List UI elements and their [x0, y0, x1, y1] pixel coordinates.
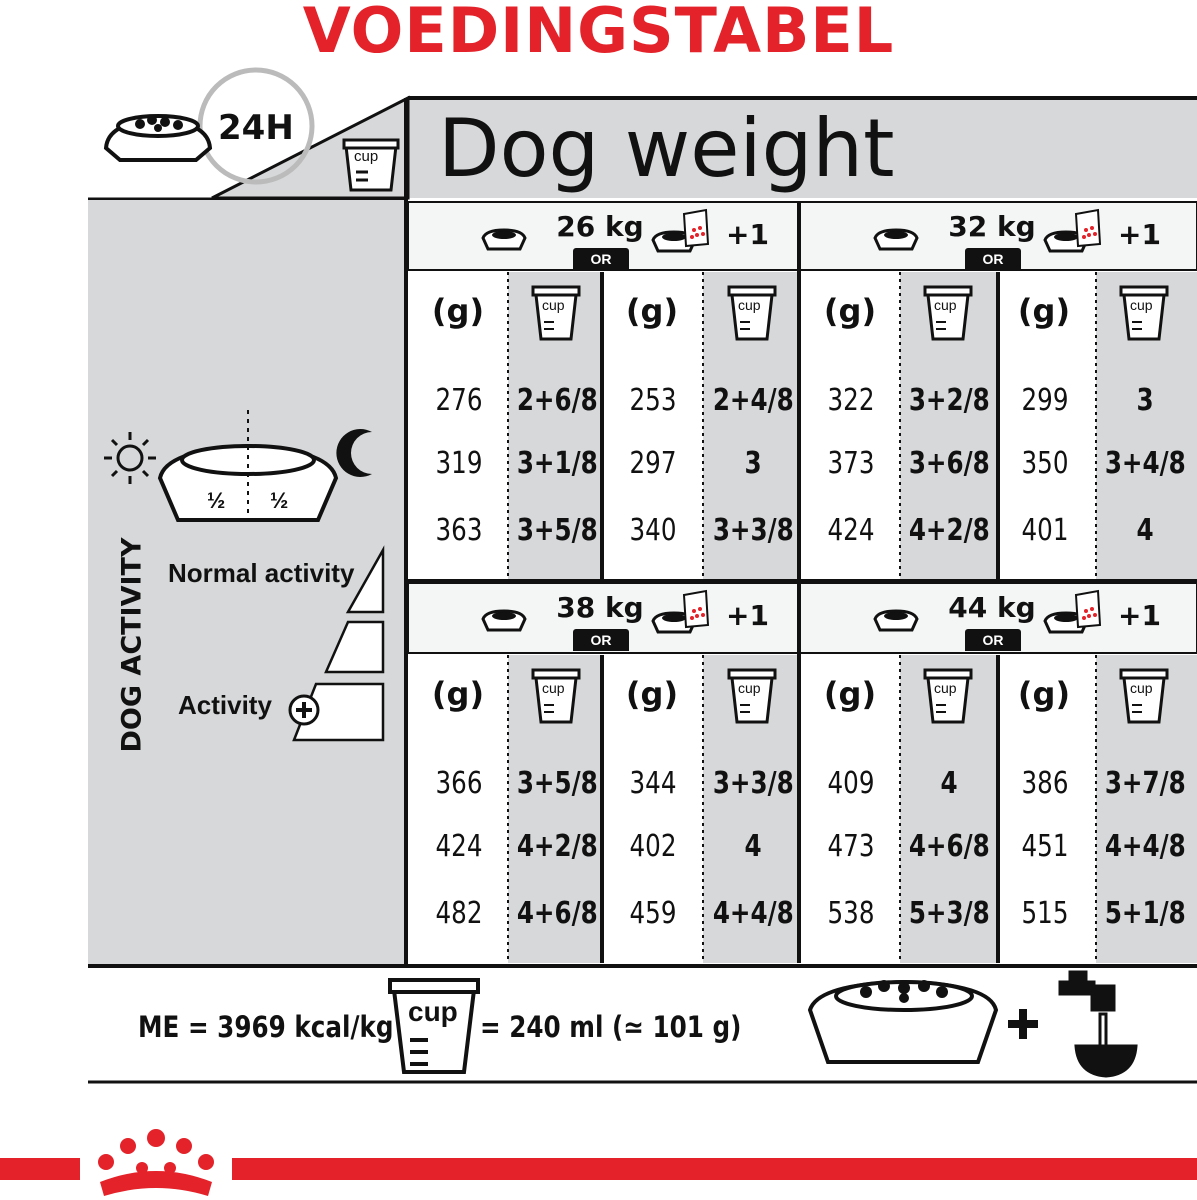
- cup-icon: [1118, 284, 1170, 342]
- wet-food-pouch-icon: [1072, 208, 1104, 248]
- grams-header: (g): [431, 292, 485, 330]
- cups-value: 4+6/8: [516, 896, 598, 931]
- cups-value: 5+1/8: [1104, 896, 1186, 931]
- weight-label: 44 kg: [948, 591, 1036, 624]
- grams-value: 373: [827, 446, 875, 481]
- cups-value: 3+2/8: [908, 383, 990, 418]
- cups-value: 4+2/8: [516, 829, 598, 864]
- food-bowl-icon: [106, 115, 210, 160]
- plus-one-label: +1: [726, 599, 769, 632]
- grams-value: 482: [435, 896, 483, 931]
- clock-label: 24H: [218, 108, 294, 148]
- cups-value: 4+4/8: [1104, 829, 1186, 864]
- dog-weight-title: Dog weight: [438, 102, 895, 195]
- half-left: ½: [207, 488, 226, 513]
- grams-value: 253: [629, 383, 677, 418]
- grams-header: (g): [1017, 675, 1071, 713]
- cups-value: 4+4/8: [712, 896, 794, 931]
- cups-value: 3+7/8: [1104, 766, 1186, 801]
- cup-label: cup: [1130, 297, 1153, 313]
- grams-value: 322: [827, 383, 875, 418]
- energy-text: ME = 3969 kcal/kg: [138, 1010, 394, 1044]
- grams-value: 366: [435, 766, 483, 801]
- wet-food-pouch-icon: [680, 589, 712, 629]
- cups-value: 3+5/8: [516, 513, 598, 548]
- cup-icon: [922, 284, 974, 342]
- grams-header: (g): [625, 292, 679, 330]
- cups-value: 4: [940, 766, 958, 801]
- grams-value: 319: [435, 446, 483, 481]
- cup-icon: [530, 284, 582, 342]
- dry-food-bowl-icon: [480, 607, 528, 633]
- water-tap-icon: [1060, 972, 1136, 1076]
- cup-label: cup: [934, 297, 957, 313]
- cups-value: 5+3/8: [908, 896, 990, 931]
- cups-value: 2+6/8: [516, 383, 598, 418]
- or-badge: OR: [573, 629, 629, 651]
- cups-value: 4: [744, 829, 762, 864]
- dry-food-bowl-icon: [872, 607, 920, 633]
- grams-value: 350: [1021, 446, 1069, 481]
- cup-label: cup: [738, 680, 761, 696]
- grams-value: 299: [1021, 383, 1069, 418]
- cups-value: 3: [744, 446, 762, 481]
- cups-value: 3+4/8: [1104, 446, 1186, 481]
- cup-label: cup: [542, 680, 565, 696]
- page-title: VOEDINGSTABEL: [302, 0, 895, 67]
- cups-value: 4+6/8: [908, 829, 990, 864]
- cup-label: cup: [1130, 680, 1153, 696]
- grams-value: 401: [1021, 513, 1069, 548]
- grams-header: (g): [823, 292, 877, 330]
- cup-icon: [922, 667, 974, 725]
- grams-header: (g): [1017, 292, 1071, 330]
- grams-header: (g): [625, 675, 679, 713]
- grams-value: 459: [629, 896, 677, 931]
- grams-value: 276: [435, 383, 483, 418]
- cup-label: cup: [354, 148, 379, 165]
- or-badge: OR: [573, 248, 629, 270]
- cups-value: 2+4/8: [712, 383, 794, 418]
- cup-icon: [726, 667, 778, 725]
- crown-logo-icon: [98, 1129, 214, 1196]
- cups-value: 4+2/8: [908, 513, 990, 548]
- grams-value: 344: [629, 766, 677, 801]
- grams-value: 297: [629, 446, 677, 481]
- grams-header: (g): [823, 675, 877, 713]
- grams-header: (g): [431, 675, 485, 713]
- grams-value: 451: [1021, 829, 1069, 864]
- cups-value: 3+6/8: [908, 446, 990, 481]
- cup-icon: [530, 667, 582, 725]
- cup-label: cup: [934, 680, 957, 696]
- dog-activity-label: DOG ACTIVITY: [116, 537, 148, 753]
- cups-value: 3+3/8: [712, 766, 794, 801]
- grams-value: 340: [629, 513, 677, 548]
- weight-label: 38 kg: [556, 591, 644, 624]
- grams-value: 363: [435, 513, 483, 548]
- cup-icon: [726, 284, 778, 342]
- plus-one-label: +1: [1118, 218, 1161, 251]
- footer-cup-label: cup: [408, 996, 458, 1027]
- or-badge: OR: [965, 629, 1021, 651]
- cups-value: 3+1/8: [516, 446, 598, 481]
- half-right: ½: [270, 488, 289, 513]
- cup-label: cup: [738, 297, 761, 313]
- grams-value: 515: [1021, 896, 1069, 931]
- grams-value: 409: [827, 766, 875, 801]
- plus-one-label: +1: [726, 218, 769, 251]
- cups-value: 3+5/8: [516, 766, 598, 801]
- cup-label: cup: [542, 297, 565, 313]
- grams-value: 386: [1021, 766, 1069, 801]
- weight-label: 26 kg: [556, 210, 644, 243]
- grams-value: 538: [827, 896, 875, 931]
- dry-food-bowl-icon: [480, 226, 528, 252]
- wet-food-pouch-icon: [1072, 589, 1104, 629]
- or-badge: OR: [965, 248, 1021, 270]
- grams-value: 473: [827, 829, 875, 864]
- dry-food-bowl-icon: [872, 226, 920, 252]
- weight-label: 32 kg: [948, 210, 1036, 243]
- wet-food-pouch-icon: [680, 208, 712, 248]
- cups-value: 3+3/8: [712, 513, 794, 548]
- normal-activity-label: Normal activity: [168, 558, 355, 588]
- grams-value: 424: [435, 829, 483, 864]
- cup-icon: [1118, 667, 1170, 725]
- cup-equivalent-text: = 240 ml (≃ 101 g): [480, 1010, 742, 1044]
- grams-value: 402: [629, 829, 677, 864]
- footer-food-bowl-icon: [810, 980, 996, 1062]
- plus-one-label: +1: [1118, 599, 1161, 632]
- plus-icon: [1008, 1009, 1038, 1039]
- cups-value: 3: [1136, 383, 1154, 418]
- activity-plus-label: Activity: [178, 690, 272, 720]
- cups-value: 4: [1136, 513, 1154, 548]
- grams-value: 424: [827, 513, 875, 548]
